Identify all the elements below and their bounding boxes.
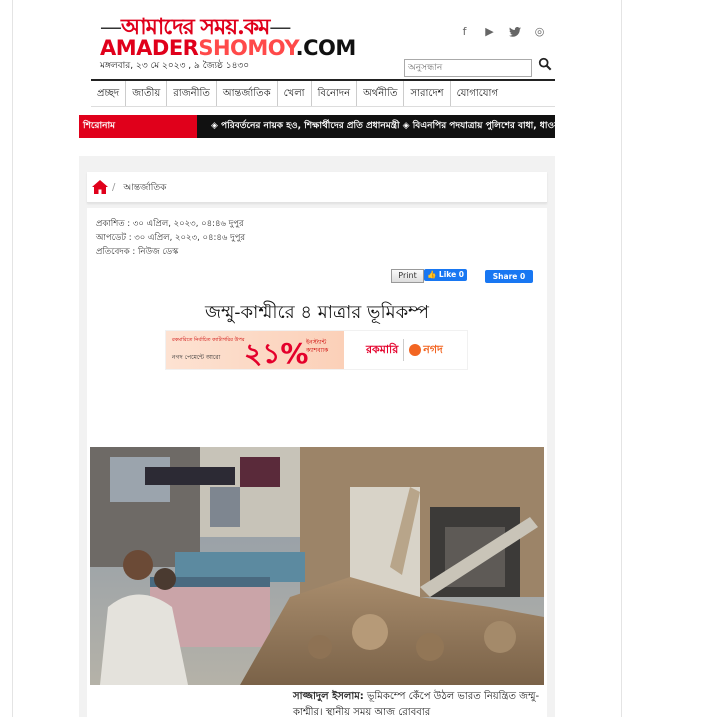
ticker-text[interactable]: ◈ পরিবর্তনের নায়ক হও, শিক্ষার্থীদের প্রতি প্রধানমন্ত্রী ◈ বিএনপির পদযাত্রায় পুলিশের বাধা, ধাওয়া-পাল্টা ধাওয়া <box>211 121 610 131</box>
nav-item-economy[interactable]: অর্থনীতি <box>357 81 404 106</box>
logo-en-end: .COM <box>295 36 356 60</box>
ad-offer <box>166 331 344 369</box>
search-icon[interactable] <box>538 57 552 71</box>
facebook-share-button[interactable]: Share 0 <box>485 270 533 283</box>
breadcrumb <box>87 172 547 203</box>
updated-date: আপডেট : ৩০ এপ্রিল, ২০২৩, ০৪:৪৬ দুপুর <box>96 233 246 243</box>
reporter: প্রতিবেদক : নিউজ ডেস্ক <box>96 247 179 257</box>
ad-brand-rokomari: রকমারি <box>366 342 399 356</box>
search-input[interactable] <box>404 59 532 77</box>
article-lead-text: ভূমিকম্পে কেঁপে উঠল ভারত নিয়ন্ত্রিত জম্মু-কাশ্মীর। স্থানীয় সময় আজ রোববার <box>293 691 540 718</box>
logo-en-mid: SHOMOY <box>198 36 296 60</box>
earthquake-rubble-image <box>90 447 544 685</box>
ad-banner[interactable] <box>166 331 467 369</box>
nav-item-national[interactable]: জাতীয় <box>126 81 167 106</box>
ad-brand-nagad <box>409 341 443 360</box>
article-meta <box>87 208 547 266</box>
breadcrumb-category[interactable]: আন্তর্জাতিক <box>123 182 167 193</box>
ad-line1: রকমারিতে নির্বাচিত ক্যাটাগরির উপর <box>172 337 245 343</box>
nav-item-politics[interactable]: রাজনীতি <box>167 81 217 106</box>
instagram-icon[interactable]: ◎ <box>534 25 545 38</box>
ad-divider <box>403 339 404 361</box>
published-date: প্রকাশিত : ৩০ এপ্রিল, ২০২৩, ০৪:৪৬ দুপুর <box>96 219 244 229</box>
youtube-icon[interactable]: ▶ <box>485 25 494 38</box>
article-photo <box>90 447 544 685</box>
ad-brand-nagad-text: নগদ <box>423 342 443 356</box>
main-nav <box>91 79 555 107</box>
ticker-label: শিরোনাম <box>79 115 197 138</box>
logo-en-start: AMADER <box>100 36 199 60</box>
nav-item-home[interactable]: প্রচ্ছদ <box>91 81 126 106</box>
logo-english <box>100 36 356 60</box>
nagad-logo-icon <box>409 344 421 356</box>
article-author: সাজ্জাদুল ইসলাম: <box>293 691 364 702</box>
logo-bengali-text: আমাদের সময়.কম <box>121 14 270 40</box>
logo-bengali: —আমাদের সময়.কম— <box>100 14 291 40</box>
nav-item-sports[interactable]: খেলা <box>278 81 312 106</box>
site-logo[interactable] <box>100 10 356 60</box>
social-links <box>455 22 549 41</box>
nav-item-contact[interactable]: যোগাযোগ <box>456 88 498 99</box>
facebook-icon[interactable]: f <box>462 25 467 38</box>
ad-cashback: ইনস্ট্যান্ট ক্যাশব্যাক <box>306 339 329 354</box>
header-date: মঙ্গলবার, ২৩ মে ২০২৩ , ৯ জ্যৈষ্ঠ ১৪৩০ <box>100 61 250 71</box>
home-icon[interactable] <box>92 180 108 194</box>
breadcrumb-separator: / <box>112 181 116 193</box>
facebook-like-button[interactable]: 👍 Like 0 <box>424 269 467 281</box>
nav-item-countrywide[interactable]: সারাদেশ <box>404 81 450 106</box>
ad-line2: নগদ পেমেন্টে আরো <box>172 354 221 361</box>
search-box <box>404 55 532 77</box>
print-button[interactable]: Print <box>391 269 424 283</box>
nav-item-international[interactable]: আন্তর্জাতিক <box>217 81 278 106</box>
nav-item-entertainment[interactable]: বিনোদন <box>312 81 358 106</box>
twitter-icon[interactable] <box>505 22 524 41</box>
article-lead <box>293 689 543 721</box>
article-headline: জম্মু-কাশ্মীরে ৪ মাত্রার ভূমিকম্প <box>204 302 430 323</box>
ad-percent: ২১% <box>244 337 309 370</box>
news-ticker <box>79 115 610 138</box>
